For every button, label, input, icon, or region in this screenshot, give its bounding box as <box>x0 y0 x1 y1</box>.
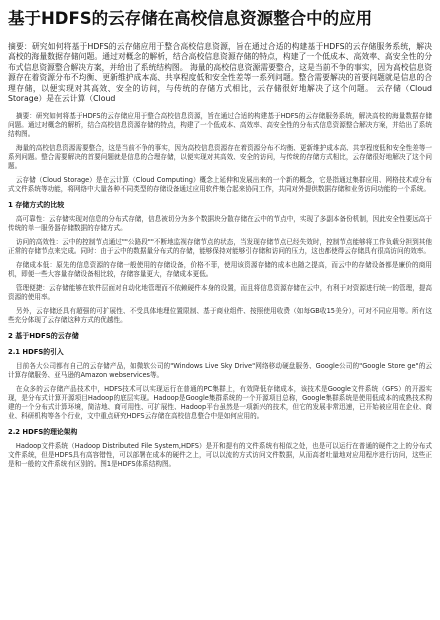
paragraph-access-efficiency: 访问的高效性：云中的控制节点通过""公路段""不断地监视存储节点的状态，当发现存储节点已经失效时，控制节点能够将工作负载分担到其他正常的存储节点来完成。同时：由于云中的数据量分布式的存储，能够保持对能够引存储和访问的压力，这也都使得云存储具有很高访问的效率。 <box>8 238 432 256</box>
paragraph-other-advantages: 另外，云存储还具有超强的可扩展性、不受具体地理位置限制、基于商业组件、按照使用收费（如每GB收15美分），可对不同应用等。所有这些充分体现了云存储这种方式的优越性。 <box>8 307 432 325</box>
paragraph-cloud-storage: 云存储（Cloud Storage）是在云计算（Cloud Computing）概念上延伸和发展出来的一个新的概念，它是指通过集群应用、网格技术或分布式文件系统等功能，将网络中大量各种不同类型的存储设备通过应用软件集合起来协同工作，共同对外提供数据存储和业务访问功能的一个系统。 <box>8 176 432 194</box>
paragraph-current-products: 目前各大公司都有自己的云存储产品，如微软公司的"Windows Live Sky Drive"网络移动硬盘服务、Google公司的"Google Store ge"的云计算存储服务、亚马逊的Amazon webservices等。 <box>8 362 432 380</box>
document-body <box>8 42 432 614</box>
body-abstract: 摘要：研究如何将基于HDFS的云存储应用于整合高校信息资源，旨在通过合适的构建基于HDFS的云存储服务系统，解决高校的海量数据存储问题。通过对概念的解析，结合高校信息资源存储的特点，构建了一个低成本、高效率、高安全性的分布式信息资源整合解决方案，并给出了系统结构图。 <box>8 112 432 139</box>
heading-section-2-2: 2.2 HDFS的理论架构 <box>8 428 78 437</box>
document-title: 基于HDFS的云存储在高校信息资源整合中的应用 <box>8 9 373 28</box>
abstract-paragraph: 摘要：研究如何将基于HDFS的云存储应用于整合高校信息资源，旨在通过合适的构建基于HDFS的云存储服务系统，解决高校的海量数据存储问题。通过对概念的解析，结合高校信息资源存储的特点，构建了一个低成本、高效率、高安全性的分布式信息资源整合解决方案，并给出了系统结构图。 海量的高校信息资源需要整合，这是当前不争的事实，因为高校信息资源存在着资源分布不均衡、更新维护成本高、共享程度低和安全性差等一系列问题。整合需要解决的首要问题就是信息的合理存储，以便实现对其高效、安全的访问，与传统的存储方式相比，云存储很好地解决了这个问题。 云存储（Cloud Storage）是在云计算（Cloud <box>8 42 432 104</box>
article-body <box>8 112 432 469</box>
heading-section-1: 1 存储方式的比较 <box>8 201 65 210</box>
paragraph-reliability: 高可靠性：云存储实现对信息的分布式存储，信息被切分为多个数据块分散存储在云中的节点中，实现了多副本备份机制，因此安全性要远高于传统的单一服务器存储数据的存储方式。 <box>8 215 432 233</box>
heading-section-2-1: 2.1 HDFS的引入 <box>8 348 64 357</box>
paragraph-management: 管理便捷：云存储能够在软件层面对自动化地管理而不依赖硬件本身的设置，而且将信息资源存储在云中，有利于对资源进行统一的管理，提高资源的使用率。 <box>8 284 432 302</box>
paragraph-hdfs-comparison: 在众多的云存储产品技术中，HDFS技术可以实现运行在普通的PC集群上，有效降低存储成本，该技术是Google文件系统（GFS）的开源实现，是分布式计算开源项目Hadoop的底层实现。Hadoop是Google集群系统的一个开源项目总称，Google集群系统是使用低成本的成熟技术构建的一个分布式计算环境，简洁地、商可用性、可扩展性、Hadoop平台虽然是一项新兴的技术，但它的发展非常迅速，已开始被应用在企业、商业、科研机构等各个行业，文中重点研究HDFS云存储在高校信息整合中是如何应用的。 <box>8 385 432 421</box>
paragraph-hdfs-architecture: Hadoop文件系统（Hadoop Distributed File System,HDFS）是开和提有的文件系统有相似之处，也是可以运行在普通的硬件之上的分布式文件系统，但是HDFS具有高容错性，可以部署在成本的硬件之上，可以以流的方式访问文件数据，从而高者吐量地对应用程序进行访问，这些正是和一般的文件系统有区别的。图1是HDFS体系结构图。 <box>8 442 432 469</box>
paragraph-low-cost: 存储成本低：原先的信息资源的存储一般使用的存储设备，价格不菲，使用该资源存储的成本也随之提高，而云中的存储设备都是廉价的商用机，即便一些大容量存储设备相比较，存储容量更大，存储成本更低。 <box>8 261 432 279</box>
paragraph-intro: 海量的高校信息资源需要整合，这是当前不争的事实，因为高校信息资源存在着资源分布不均衡、更新维护成本高、共享程度低和安全性差等一系列问题。整合需要解决的首要问题就是信息的合理存储，以便实现对其高效、安全的访问，与传统的存储方式相比，云存储很好地解决了这个问题。 <box>8 144 432 171</box>
heading-section-2: 2 基于HDFS的云存储 <box>8 332 79 341</box>
